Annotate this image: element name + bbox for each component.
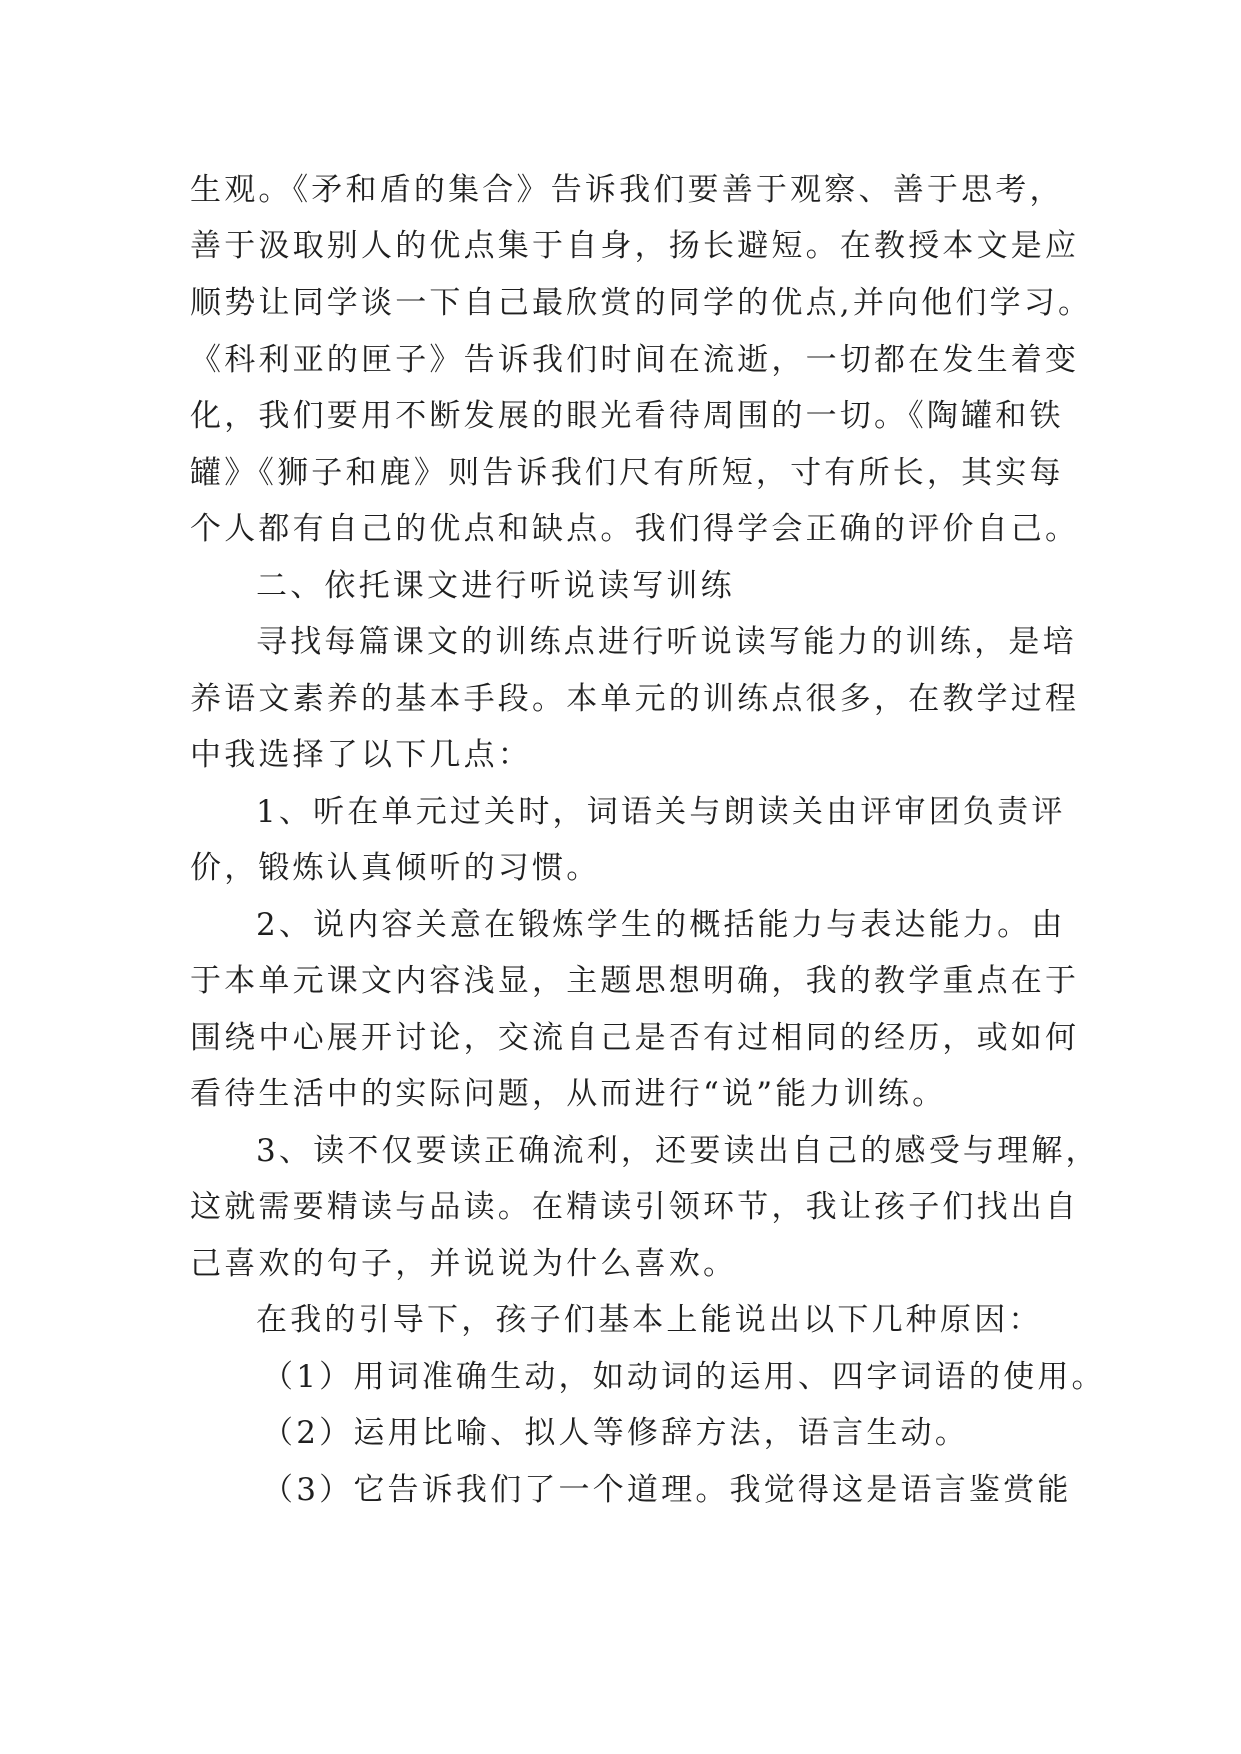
text-line: 善于汲取别人的优点集于自身，扬长避短。在教授本文是应 [190,228,1080,264]
text-line: 顺势让同学谈一下自己最欣赏的同学的优点,并向他们学习。 [190,285,1093,321]
text-line: 化，我们要用不断发展的眼光看待周围的一切。《陶罐和铁 [190,398,1064,434]
text-line: 围绕中心展开讨论，交流自己是否有过相同的经历，或如何 [190,1020,1080,1056]
text-line: 己喜欢的句子，并说说为什么喜欢。 [190,1246,738,1282]
text-line: 中我选择了以下几点： [190,737,532,773]
text-line: 看待生活中的实际问题，从而进行“说”能力训练。 [190,1076,947,1112]
text-line: 《科利亚的匣子》告诉我们时间在流逝，一切都在发生着变 [190,342,1080,378]
sub-item: （1）用词准确生动，如动词的运用、四字词语的使用。 [262,1359,1106,1395]
text-line: 养语文素养的基本手段。本单元的训练点很多，在教学过程 [190,681,1080,717]
sub-item: （3）它告诉我们了一个道理。我觉得这是语言鉴赏能 [262,1472,1072,1508]
paragraph-start: 在我的引导下，孩子们基本上能说出以下几种原因： [256,1302,1043,1338]
list-item-start: 2、说内容关意在锻炼学生的概括能力与表达能力。由 [256,907,1066,943]
text-line: 这就需要精读与品读。在精读引领环节，我让孩子们找出自 [190,1189,1080,1225]
list-item-start: 1、听在单元过关时，词语关与朗读关由评审团负责评 [256,794,1066,830]
section-heading: 二、依托课文进行听说读写训练 [256,568,735,604]
text-line: 生观。《矛和盾的集合》告诉我们要善于观察、善于思考， [190,172,1064,208]
text-line: 个人都有自己的优点和缺点。我们得学会正确的评价自己。 [190,511,1080,547]
paragraph-start: 寻找每篇课文的训练点进行听说读写能力的训练，是培 [256,624,1077,660]
text-line: 价，锻炼认真倾听的习惯。 [190,850,601,886]
list-item-start: 3、读不仅要读正确流利，还要读出自己的感受与理解， [256,1133,1100,1169]
sub-item: （2）运用比喻、拟人等修辞方法，语言生动。 [262,1415,969,1451]
text-line: 于本单元课文内容浅显，主题思想明确，我的教学重点在于 [190,963,1080,999]
text-line: 罐》《狮子和鹿》则告诉我们尺有所短，寸有所长，其实每 [190,455,1064,491]
